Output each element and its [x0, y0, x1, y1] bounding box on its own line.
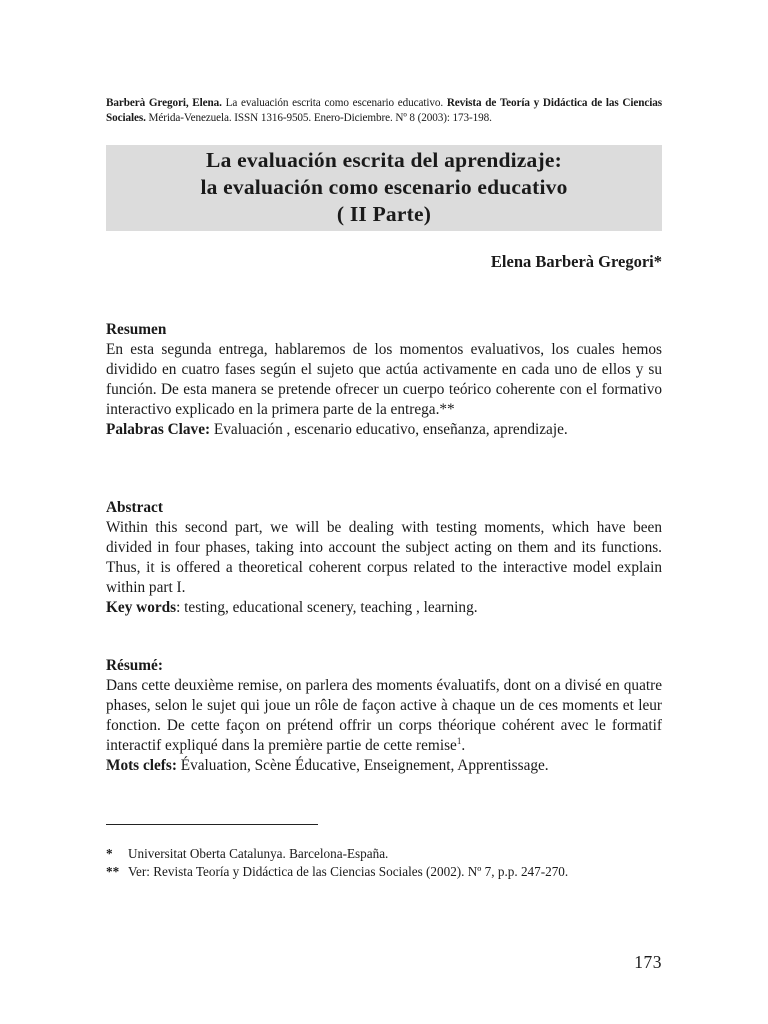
resumen-body: En esta segunda entrega, hablaremos de los momentos evaluativos, los cuales hemos dividido en cuatro fases según el sujeto que actúa activamente en cada uno de ellos y su función. De esta manera se pretende ofrecer un cuerpo teórico coherente con el formativo interactivo explicado en la primera parte de la entrega.**: [106, 341, 662, 418]
title-box: [106, 145, 662, 231]
footnote-text: Universitat Oberta Catalunya. Barcelona-España.: [128, 846, 389, 861]
abstract-section: [106, 498, 662, 618]
abstract-keywords: [106, 598, 662, 618]
footnote-mark: *: [106, 846, 113, 861]
abstract-body: Within this second part, we will be dealing with testing moments, which have been divided in four phases, taking into account the subject acting on them and its functions. Thus, it is offered a theoretical coherent corpus related to the interactive model explain within part I.: [106, 519, 662, 596]
resume-heading: Résumé:: [106, 657, 163, 674]
citation-details: Mérida-Venezuela. ISSN 1316-9505. Enero-Diciembre. Nº 8 (2003): 173-198.: [148, 112, 492, 124]
resumen-keywords: [106, 420, 662, 440]
title-line-2: la evaluación como escenario educativo: [200, 175, 568, 199]
abstract-keywords-label: Key words: [106, 599, 177, 616]
resume-keywords-text: Évaluation, Scène Éducative, Enseignement, Apprentissage.: [176, 757, 549, 774]
abstract-heading: Abstract: [106, 499, 163, 516]
page-number: 173: [634, 952, 662, 972]
citation-author: Barberà Gregori, Elena.: [106, 97, 222, 109]
footnotes: [106, 845, 662, 881]
resume-section: [106, 656, 662, 776]
abstract-keywords-text: : testing, educational scenery, teaching , learning.: [176, 599, 478, 616]
resumen-keywords-label: Palabras Clave:: [106, 421, 211, 438]
title-line-3: ( II Parte): [336, 202, 432, 226]
citation-title: La evaluación escrita como escenario educativo.: [225, 97, 444, 109]
author-name: Elena Barberà Gregori*: [490, 252, 662, 271]
resume-body-paragraph: [106, 676, 662, 756]
resume-keywords-label: Mots clefs:: [106, 757, 177, 774]
footnote-divider: [106, 824, 318, 825]
footnote-text: Ver: Revista Teoría y Didáctica de las Ciencias Sociales (2002). Nº 7, p.p. 247-270.: [128, 864, 569, 879]
footnote-mark: **: [106, 864, 120, 879]
resumen-section: [106, 320, 662, 440]
resumen-heading: Resumen: [106, 321, 167, 338]
resumen-keywords-text: Evaluación , escenario educativo, enseñanza, aprendizaje.: [210, 421, 568, 438]
citation-header: [106, 96, 662, 126]
citation-journal: Revista de Teoría y Didáctica de las Ciencias Sociales.: [106, 97, 663, 124]
title-line-1: La evaluación escrita del aprendizaje:: [206, 148, 562, 172]
footnote-ref-1[interactable]: 1: [456, 735, 462, 746]
resume-body: Dans cette deuxième remise, on parlera des moments évaluatifs, dont on a divisé en quatre phases, selon le sujet qui joue un rôle de façon active à chaque un de ces moments et leur fonction. De cette façon on prétend offrir un corps théorique cohérent avec le formatif interactif expliqué dans la première partie de cette remise: [106, 677, 662, 754]
footnote-item: [106, 845, 662, 863]
resume-keywords: [106, 756, 662, 776]
resume-body-end: .: [461, 737, 466, 754]
footnote-item: [106, 863, 662, 881]
